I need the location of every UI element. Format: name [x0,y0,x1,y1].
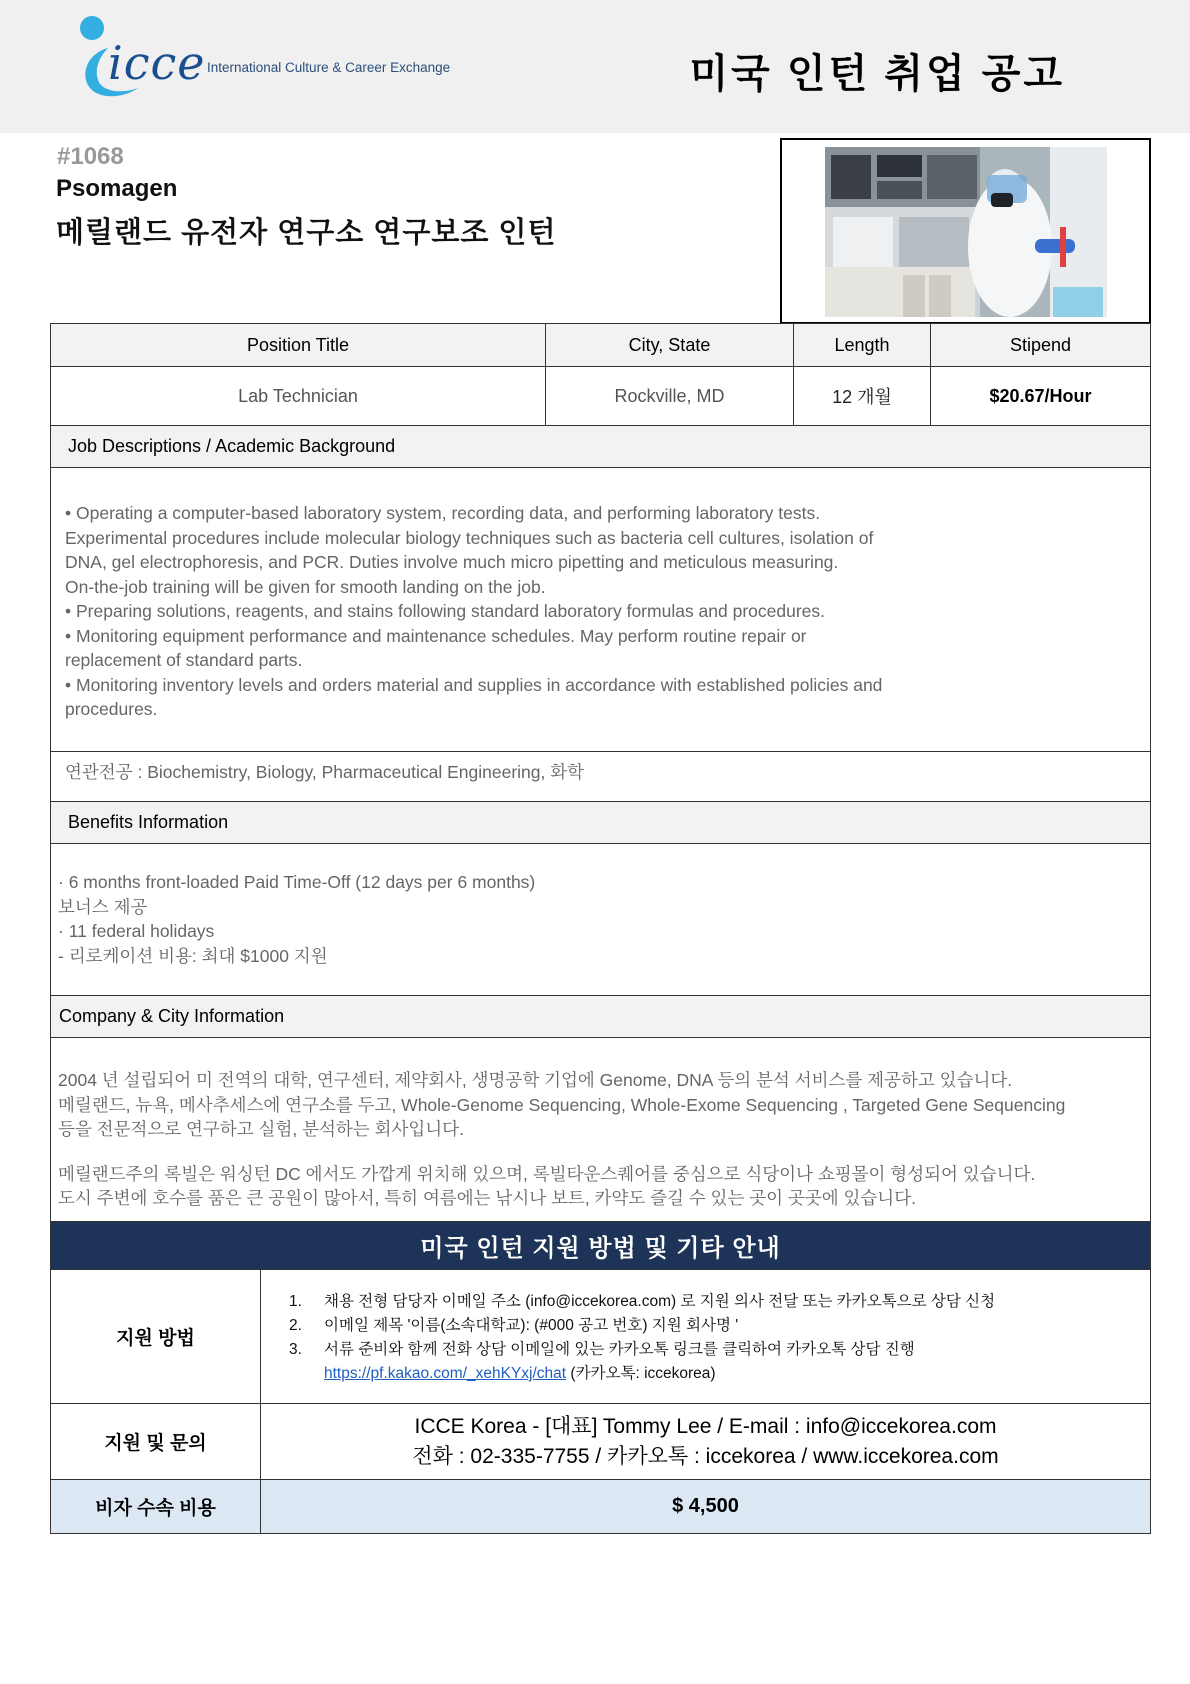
city-line: 도시 주변에 호수를 품은 큰 공원이 많아서, 특히 여름에는 낚시나 보트, 카약도 즐길 수 있는 곳이 곳곳에 있습니다. [58,1188,916,1208]
job-title: 메릴랜드 유전자 연구소 연구보조 인턴 [56,217,557,249]
benefit-line: 보너스 제공 [58,896,148,917]
header-length: Length [793,324,930,366]
job-id: #1068 [57,143,124,170]
contact-info [261,1404,1150,1479]
step-number: 3. [289,1341,302,1358]
company-line: 2004 년 설립되어 미 전역의 대학, 연구센터, 제약회사, 생명공학 기업에 Genome, DNA 등의 분석 서비스를 제공하고 있습니다. [58,1070,1013,1090]
related-majors: 연관전공 : Biochemistry, Biology, Pharmaceutical Engineering, 화학 [51,751,1150,801]
contact-label: 지원 및 문의 [51,1404,261,1479]
apply-step [289,1338,1150,1362]
job-desc-line: procedures. [65,699,158,719]
apply-step [289,1290,1150,1314]
company-info-body [51,1037,1150,1221]
benefit-line: - 리로케이션 비용: 최대 $1000 지원 [58,945,328,966]
company-line: 메릴랜드, 뉴욕, 메사추세스에 연구소를 두고, Whole-Genome Sequencing, Whole-Exome Sequencing , Targeted Gene Sequencing [58,1094,1066,1115]
length-value: 12 개월 [793,367,930,425]
logo-wordmark: icce [108,36,206,90]
apply-method-row [51,1269,1150,1403]
apply-guide-banner: 미국 인턴 지원 방법 및 기타 안내 [51,1221,1150,1269]
company-name: Psomagen [56,175,178,202]
icce-logo[interactable] [74,14,504,104]
job-descriptions-body [51,467,1150,751]
benefits-heading: Benefits Information [51,801,1150,843]
city-paragraph [58,1162,1140,1211]
benefits-body [51,843,1150,995]
kakao-chat-link[interactable]: https://pf.kakao.com/_xehKYxj/chat [324,1365,567,1382]
job-desc-line: Experimental procedures include molecular biology techniques such as bacteria cell cultures, isolation of [65,527,874,548]
job-photo-frame [780,138,1151,324]
logo-tagline: International Culture & Career Exchange [207,60,451,75]
kakao-link-line [289,1362,1150,1386]
step-text: 이메일 제목 '이름(소속대학교): (#000 공고 번호) 지원 회사명 ' [324,1317,739,1334]
job-desc-line: DNA, gel electrophoresis, and PCR. Duties involve much micro pipetting and meticulous measuring. [65,552,839,572]
step-number: 1. [289,1293,302,1310]
company-paragraph [58,1068,1140,1142]
header-stipend: Stipend [930,324,1150,366]
benefit-line: · 6 months front-loaded Paid Time-Off (12 days per 6 months) [58,872,536,892]
benefit-line: · 11 federal holidays [58,921,215,941]
contact-line-phone: 전화 : 02-335-7755 / 카카오톡 : iccekorea / www.iccekorea.com [412,1444,999,1468]
visa-fee-value: $ 4,500 [672,1495,739,1517]
job-desc-line: • Monitoring equipment performance and maintenance schedules. May perform routine repair or [65,625,807,646]
job-descriptions-heading: Job Descriptions / Academic Background [51,425,1150,467]
job-desc-line: • Monitoring inventory levels and orders material and supplies in accordance with established policies and [65,674,883,695]
apply-steps-list [261,1270,1150,1403]
step-number: 2. [289,1317,302,1334]
header-position-title: Position Title [51,324,545,366]
header-city-state: City, State [545,324,793,366]
contact-row [51,1403,1150,1479]
position-title-value: Lab Technician [238,385,358,406]
job-desc-line: • Operating a computer-based laboratory system, recording data, and performing laboratory tests. [65,503,821,523]
position-header-row [51,323,1150,366]
apply-step [289,1314,1150,1338]
visa-fee-row [51,1479,1150,1534]
page-header [0,0,1190,133]
company-line: 등을 전문적으로 연구하고 실험, 분석하는 회사입니다. [58,1119,464,1139]
city-state-value: Rockville, MD [545,367,793,425]
step-text: 서류 준비와 함께 전화 상담 이메일에 있는 카카오톡 링크를 클릭하여 카카오톡 상담 진행 [324,1341,915,1358]
kakao-id-text: (카카오톡: iccekorea) [566,1365,716,1382]
visa-fee-label: 비자 수속 비용 [51,1480,261,1533]
city-line: 메릴랜드주의 록빌은 워싱턴 DC 에서도 가깝게 위치해 있으며, 록빌타운스퀘어를 중심으로 식당이나 쇼핑몰이 형성되어 있습니다. [58,1163,1036,1184]
apply-method-label: 지원 방법 [51,1270,261,1403]
job-desc-line: replacement of standard parts. [65,650,303,670]
position-value-row [51,366,1150,425]
job-desc-line: On-the-job training will be given for smooth landing on the job. [65,576,546,597]
company-info-heading: Company & City Information [51,995,1150,1037]
lab-technician-photo [825,147,1107,317]
step-text: 채용 전형 담당자 이메일 주소 (info@iccekorea.com) 로 지원 의사 전달 또는 카카오톡으로 상담 신청 [324,1293,996,1310]
job-desc-line: • Preparing solutions, reagents, and stains following standard laboratory formulas and procedures. [65,601,826,621]
contact-line-email: ICCE Korea - [대표] Tommy Lee / E-mail : info@iccekorea.com [414,1414,997,1438]
page-title: 미국 인턴 취업 공고 [689,52,1065,96]
stipend-value: $20.67/Hour [930,367,1150,425]
job-detail-table [50,323,1151,1534]
